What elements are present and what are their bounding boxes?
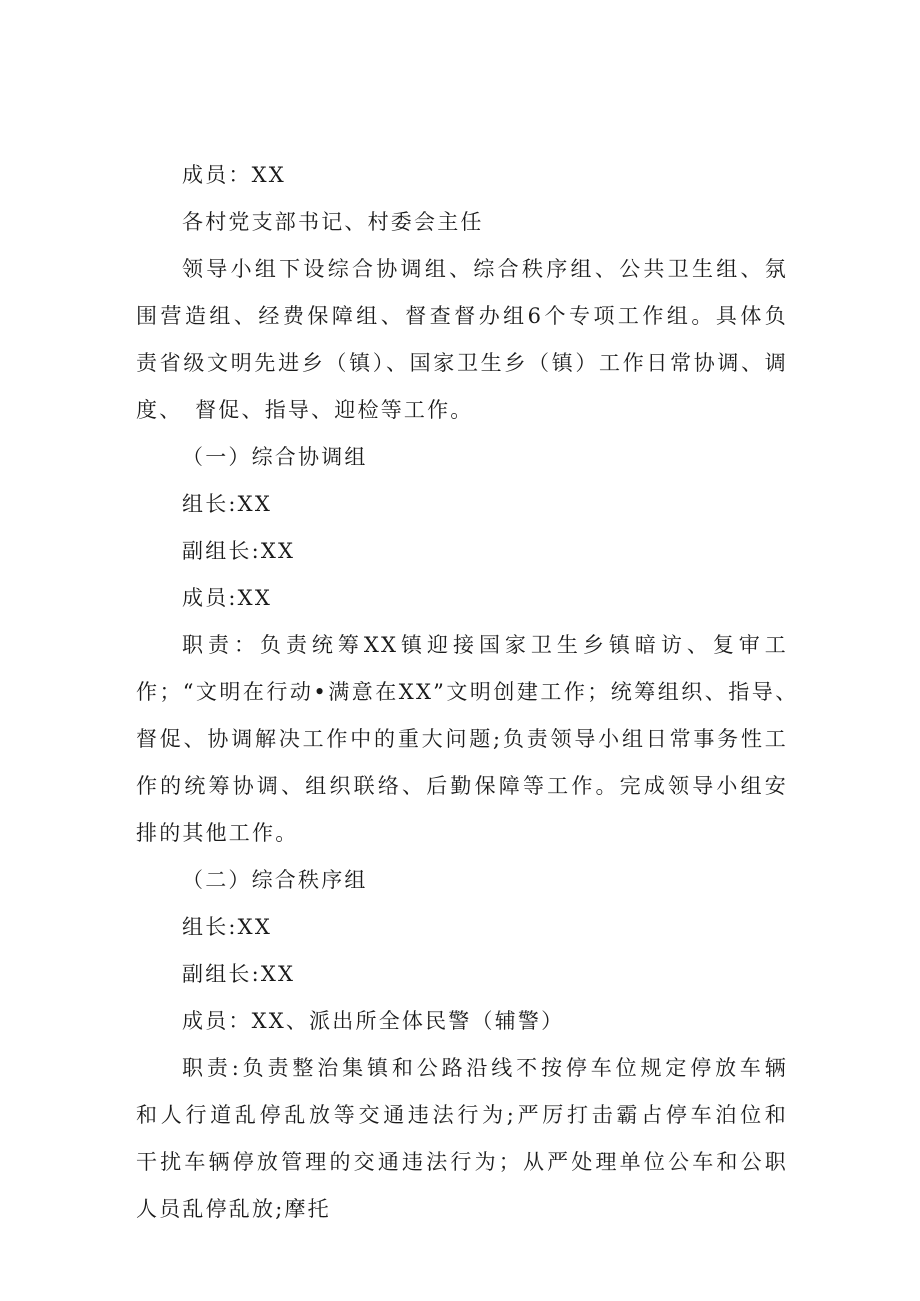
order-members: 成员：XX、派出所全体民警（辅警） [182,1009,565,1033]
intro-paragraph: 领导小组下设综合协调组、综合秩序组、公共卫生组、氛 围营造组、经费保障组、督查督办组6个专项工作组。具体负 责省级文明先进乡（镇）、国家卫生乡（镇）工作日常协调、调度、 督促、指导、迎检等工作。 [136,257,812,422]
section-heading-order: （二）综合秩序组 [182,868,368,892]
members-line: 成员：XX [182,163,286,187]
coordination-deputy: 副组长:XX [182,539,296,563]
document-body [136,152,812,1233]
order-duties: 职责:负责整治集镇和公路沿线不按停车位规定停放车辆 和人行道乱停乱放等交通违法行为;严厉打击霸占停车泊位和 干扰车辆停放管理的交通违法行为；从严处理单位公车和公职 人员乱停乱放;摩托 [136,1056,812,1221]
section-heading-coordination: （一）综合协调组 [182,445,368,469]
coordination-duties: 职责：负责统筹XX镇迎接国家卫生乡镇暗访、复审工作；“文明在行动•满意在XX”文明创建工作；统筹组织、指导、 督促、协调解决工作中的重大问题;负责领导小组日常事务性工 作的统筹协调、组织联络、后勤保障等工作。完成领导小组安 排的其他工作。 [136,633,812,845]
order-deputy: 副组长:XX [182,962,296,986]
coordination-leader: 组长:XX [182,492,272,516]
order-leader: 组长:XX [182,915,272,939]
members-detail: 各村党支部书记、村委会主任 [182,210,484,234]
coordination-members: 成员:XX [182,586,272,610]
